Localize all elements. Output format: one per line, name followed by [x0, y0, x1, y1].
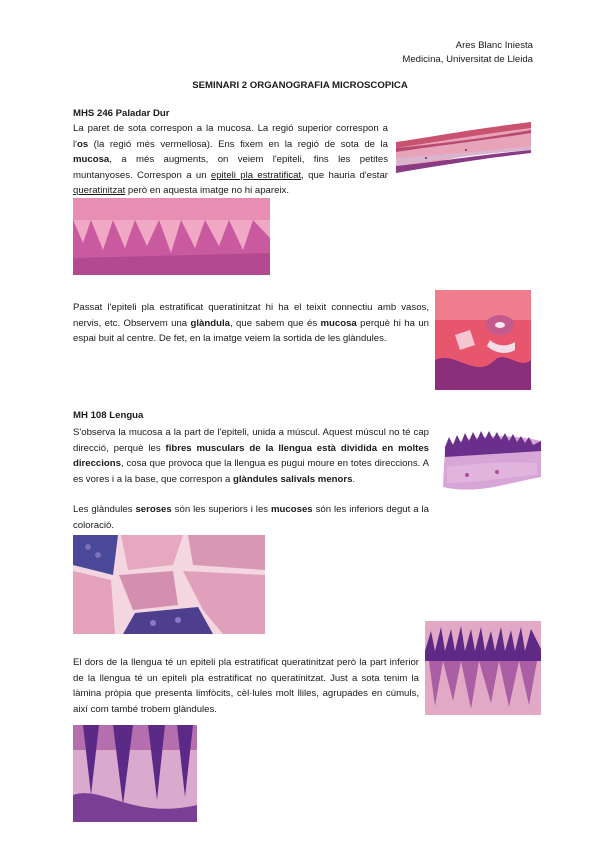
text-run: mucosa: [73, 154, 110, 165]
gland-image: [435, 290, 531, 390]
text-run: Les glàndules: [73, 504, 136, 515]
text-run: mucosa: [320, 317, 357, 329]
text-run: seroses: [135, 504, 172, 515]
tongue-dorsum-image: [425, 621, 541, 715]
section-heading-palate: MHS 246 Paladar Dur: [73, 108, 170, 119]
text-run: , que hauria d'estar: [301, 169, 388, 181]
text-run: queratinitzat: [73, 185, 126, 196]
text-run: glàndules salivals menors: [233, 473, 353, 485]
section-heading-tongue: MH 108 Lengua: [73, 410, 144, 421]
tongue-paragraph-2: [73, 502, 429, 533]
text-run: perquè hi ha un espai buit al centre. De fet, en la imatge veiem la sortida de les glàndules.: [73, 317, 429, 344]
palate-paragraph-1: [73, 121, 388, 199]
text-run: , que sabem que és: [229, 317, 321, 329]
text-run: fibres musculars de la llengua està dividida en moltes direccions: [73, 442, 429, 469]
text-run: El dors de la llengua té un epiteli pla estratificat queratinitzat però la part inferior de la llengua té un epiteli pla estratificat no queratinitzat. Just a sota tenim la làmina pròpia que presenta limfòcits, cèl·lules molt lliles, agrupades en cúmuls, així com també trobem glàndules.: [73, 657, 419, 715]
text-run: mucoses: [271, 504, 313, 515]
text-run: glàndula: [190, 317, 230, 329]
text-run: però en aquesta imatge no hi apareix.: [125, 185, 290, 196]
author-name: Ares Blanc Iniesta: [455, 40, 533, 51]
institution: Medicina, Universitat de Lleida: [402, 54, 533, 65]
page-title: SEMINARI 2 ORGANOGRAFIA MICROSCOPICA: [192, 80, 408, 91]
palate-paragraph-2: [73, 300, 429, 347]
text-run: epiteli pla estratificat: [210, 169, 302, 181]
text-run: (la regió més vermellosa). Ens fixem en la regió de sota de la: [88, 138, 388, 150]
text-run: La paret de sota correspon a la mucosa. La regió superior correspon a l': [73, 123, 388, 150]
tongue-paragraph-3: [73, 655, 419, 717]
text-run: són les inferiors degut a la coloració.: [73, 504, 429, 531]
text-run: Passat l'epiteli pla estratificat queratinitzat hi ha el teixit connectiu amb vasos, nervis, etc. Observem una: [73, 302, 429, 329]
text-run: os: [76, 138, 89, 150]
tongue-low-mag-image: [437, 427, 541, 497]
text-run: .: [352, 473, 356, 485]
text-run: , a més augments, on veiem l'epiteli, fins les petites muntanyoses. Correspon a un: [73, 154, 388, 181]
text-run: són les superiors i les: [171, 504, 272, 515]
palate-epithelium-image: [73, 198, 270, 275]
text-run: S'observa la mucosa a la part de l'epiteli, unida a múscul. Aquest múscul no té cap direcció, perquè les: [73, 427, 429, 454]
tongue-paragraph-1: [73, 425, 429, 487]
tongue-papillae-image: [73, 725, 197, 822]
text-run: , cosa que provoca que la llengua es pugui moure en totes direccions. A es vores i a la base, que correspon a: [73, 458, 429, 485]
tongue-glands-image: [73, 535, 265, 634]
palate-low-mag-image: [396, 118, 531, 178]
